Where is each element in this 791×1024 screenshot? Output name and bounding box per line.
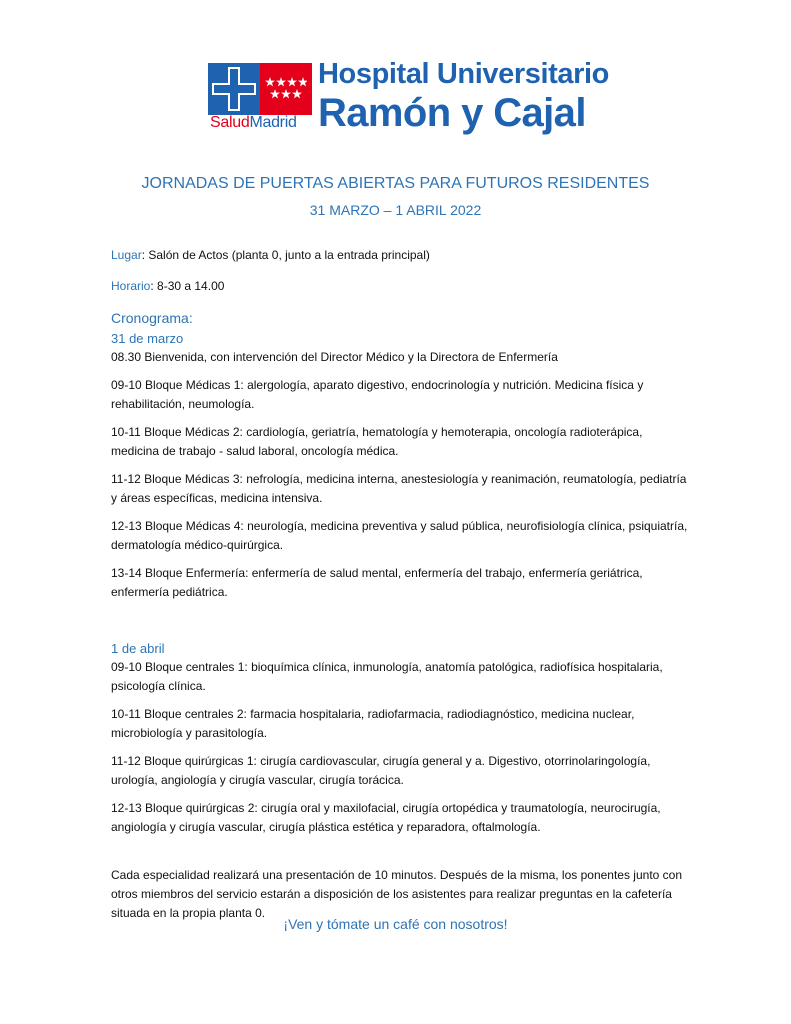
final-invitation: ¡Ven y tómate un café con nosotros! [283,916,508,932]
horario-value: : 8-30 a 14.00 [150,279,225,293]
document-body [111,246,691,932]
schedule-item: 12-13 Bloque quirúrgicas 2: cirugía oral y maxilofacial, cirugía ortopédica y traumatología, neurocirugía, angiología y cirugía vascular, cirugía plástica estética y reparadora, oftalmología. [111,801,661,834]
schedule-item: 11-12 Bloque Médicas 3: nefrología, medicina interna, anestesiología y reanimación, reumatología, pediatría y áreas específicas, medicina intensiva. [111,472,687,505]
schedule-item: 10-11 Bloque centrales 2: farmacia hospitalaria, radiofarmacia, radiodiagnóstico, medicina nuclear, microbiología y parasitología. [111,707,635,740]
schedule-item: 11-12 Bloque quirúrgicas 1: cirugía cardiovascular, cirugía general y a. Digestivo, otorrinolaringología, urología, angiología y cirugía vascular, cirugía torácica. [111,754,651,787]
cronograma-heading: Cronograma: [111,310,193,326]
hospital-name-line1: Hospital Universitario [318,58,609,90]
madrid-flag-icon [260,63,312,115]
horario-line [111,277,691,296]
closing-paragraph: Cada especialidad realizará una presentación de 10 minutos. Después de la misma, los ponentes junto con otros miembros del servicio estarán a disposición de los asistentes para realizar preguntas en la cafetería situada en la propia planta 0. [111,868,683,920]
lugar-line [111,246,691,265]
lugar-value: : Salón de Actos (planta 0, junto a la entrada principal) [141,248,430,262]
stars-icon [265,77,307,99]
logo-sub-salud: Salud [210,114,250,131]
lugar-label: Lugar [111,248,142,262]
schedule-item: 09-10 Bloque Médicas 1: alergología, aparato digestivo, endocrinología y nutrición. Medicina física y rehabilitación, neumología. [111,378,644,411]
day1-heading: 31 de marzo [111,331,184,346]
salud-madrid-wordmark [210,114,297,132]
hospital-logo [208,58,608,142]
hospital-name [318,60,609,133]
schedule-item: 09-10 Bloque centrales 1: bioquímica clínica, inmunología, anatomía patológica, radiofísica hospitalaria, psicología clínica. [111,660,663,693]
hospital-name-line2: Ramón y Cajal [318,91,586,135]
document-title: JORNADAS DE PUERTAS ABIERTAS PARA FUTUROS RESIDENTES [141,175,650,192]
schedule-item: 12-13 Bloque Médicas 4: neurología, medicina preventiva y salud pública, neurofisiología clínica, psiquiatría, dermatología médico-quirúrgica. [111,519,688,552]
logo-sub-madrid: Madrid [249,114,297,131]
schedule-item: 10-11 Bloque Médicas 2: cardiología, geriatría, hematología y hemoterapia, oncología radioterápica, medicina de trabajo - salud laboral, oncología médica. [111,425,643,458]
horario-label: Horario [111,279,151,293]
schedule-item: 08.30 Bienvenida, con intervención del Director Médico y la Directora de Enfermería [111,350,558,364]
salud-madrid-cross-icon [208,63,260,115]
day2-heading: 1 de abril [111,641,165,656]
schedule-item: 13-14 Bloque Enfermería: enfermería de salud mental, enfermería del trabajo, enfermería geriátrica, enfermería pediátrica. [111,566,643,599]
document-dates: 31 MARZO – 1 ABRIL 2022 [309,202,482,218]
